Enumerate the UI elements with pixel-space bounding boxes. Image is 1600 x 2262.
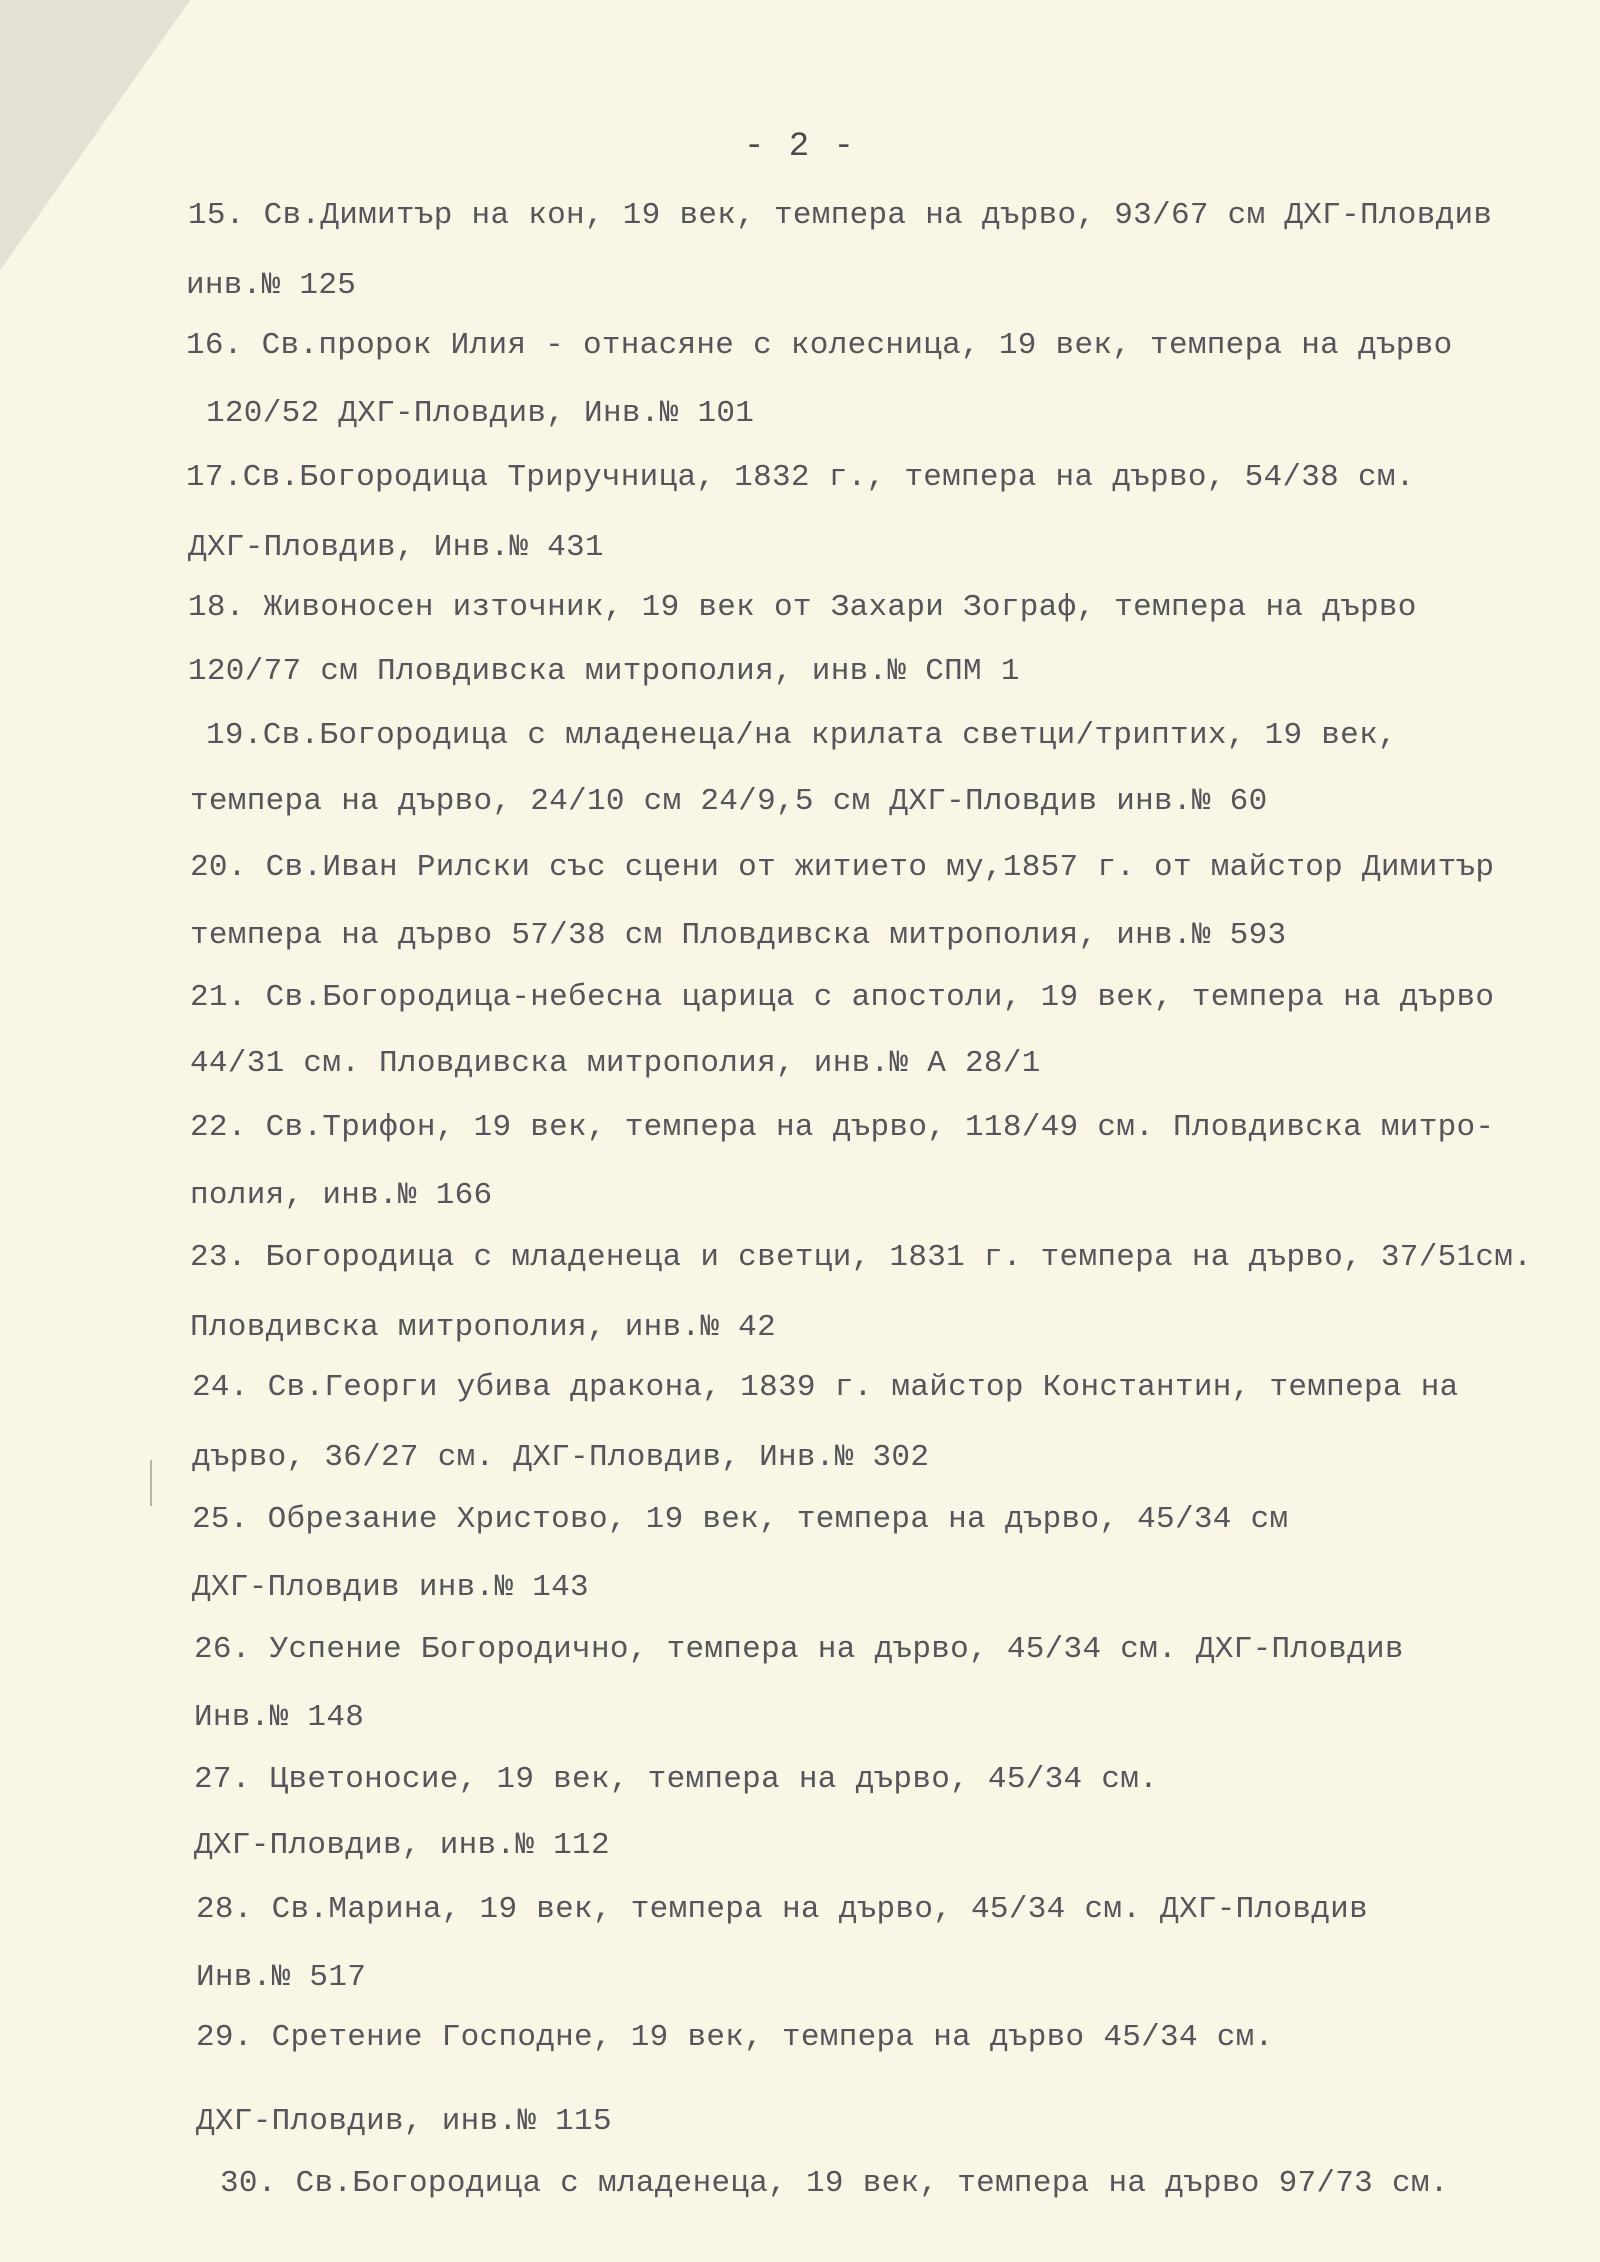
entry-15-line-1: 15. Св.Димитър на кон, 19 век, темпера на дърво, 93/67 см ДХГ-Пловдив [188, 198, 1493, 233]
entry-17-line-2: ДХГ-Пловдив, Инв.№ 431 [188, 530, 604, 565]
entry-22-line-2: полия, инв.№ 166 [190, 1178, 493, 1213]
entry-24-line-2: дърво, 36/27 см. ДХГ-Пловдив, Инв.№ 302 [192, 1440, 930, 1475]
entry-19-line-2: темпера на дърво, 24/10 см 24/9,5 см ДХГ-Пловдив инв.№ 60 [190, 784, 1268, 819]
entry-29-line-2: ДХГ-Пловдив, инв.№ 115 [196, 2104, 612, 2139]
entry-16-line-2: 120/52 ДХГ-Пловдив, Инв.№ 101 [206, 396, 755, 431]
entry-26-line-1: 26. Успение Богородично, темпера на дърво, 45/34 см. ДХГ-Пловдив [194, 1632, 1404, 1667]
entry-30-line-1: 30. Св.Богородица с младенеца, 19 век, темпера на дърво 97/73 см. [220, 2166, 1449, 2201]
entry-25-line-2: ДХГ-Пловдив инв.№ 143 [192, 1570, 589, 1605]
margin-mark [150, 1460, 152, 1506]
entry-24-line-1: 24. Св.Георги убива дракона, 1839 г. майстор Константин, темпера на [192, 1370, 1459, 1405]
entry-21-line-2: 44/31 см. Пловдивска митрополия, инв.№ А 28/1 [190, 1046, 1041, 1081]
entry-23-line-2: Пловдивска митрополия, инв.№ 42 [190, 1310, 776, 1345]
entry-28-line-1: 28. Св.Марина, 19 век, темпера на дърво, 45/34 см. ДХГ-Пловдив [196, 1892, 1368, 1927]
entry-25-line-1: 25. Обрезание Христово, 19 век, темпера на дърво, 45/34 см [192, 1502, 1289, 1537]
entry-26-line-2: Инв.№ 148 [194, 1700, 365, 1735]
entry-28-line-2: Инв.№ 517 [196, 1960, 367, 1995]
entry-20-line-2: темпера на дърво 57/38 см Пловдивска митрополия, инв.№ 593 [190, 918, 1287, 953]
entry-27-line-1: 27. Цветоносие, 19 век, темпера на дърво, 45/34 см. [194, 1762, 1159, 1797]
entry-20-line-1: 20. Св.Иван Рилски със сцени от житието му,1857 г. от майстор Димитър [190, 850, 1495, 885]
entry-22-line-1: 22. Св.Трифон, 19 век, темпера на дърво, 118/49 см. Пловдивска митро- [190, 1110, 1495, 1145]
entry-17-line-1: 17.Св.Богородица Триручница, 1832 г., темпера на дърво, 54/38 см. [186, 460, 1415, 495]
entry-29-line-1: 29. Сретение Господне, 19 век, темпера на дърво 45/34 см. [196, 2020, 1274, 2055]
entry-27-line-2: ДХГ-Пловдив, инв.№ 112 [194, 1828, 610, 1863]
entry-16-line-1: 16. Св.пророк Илия - отнасяне с колесница, 19 век, темпера на дърво [186, 328, 1453, 363]
entry-18-line-1: 18. Живоносен източник, 19 век от Захари Зограф, темпера на дърво [188, 590, 1417, 625]
entry-19-line-1: 19.Св.Богородица с младенеца/на крилата светци/триптих, 19 век, [206, 718, 1397, 753]
entry-15-line-2: инв.№ 125 [186, 268, 357, 303]
entry-23-line-1: 23. Богородица с младенеца и светци, 1831 г. темпера на дърво, 37/51см. [190, 1240, 1533, 1275]
page-number: - 2 - [743, 128, 857, 166]
entry-18-line-2: 120/77 см Пловдивска митрополия, инв.№ СПМ 1 [188, 654, 1020, 689]
entry-21-line-1: 21. Св.Богородица-небесна царица с апостоли, 19 век, темпера на дърво [190, 980, 1495, 1015]
